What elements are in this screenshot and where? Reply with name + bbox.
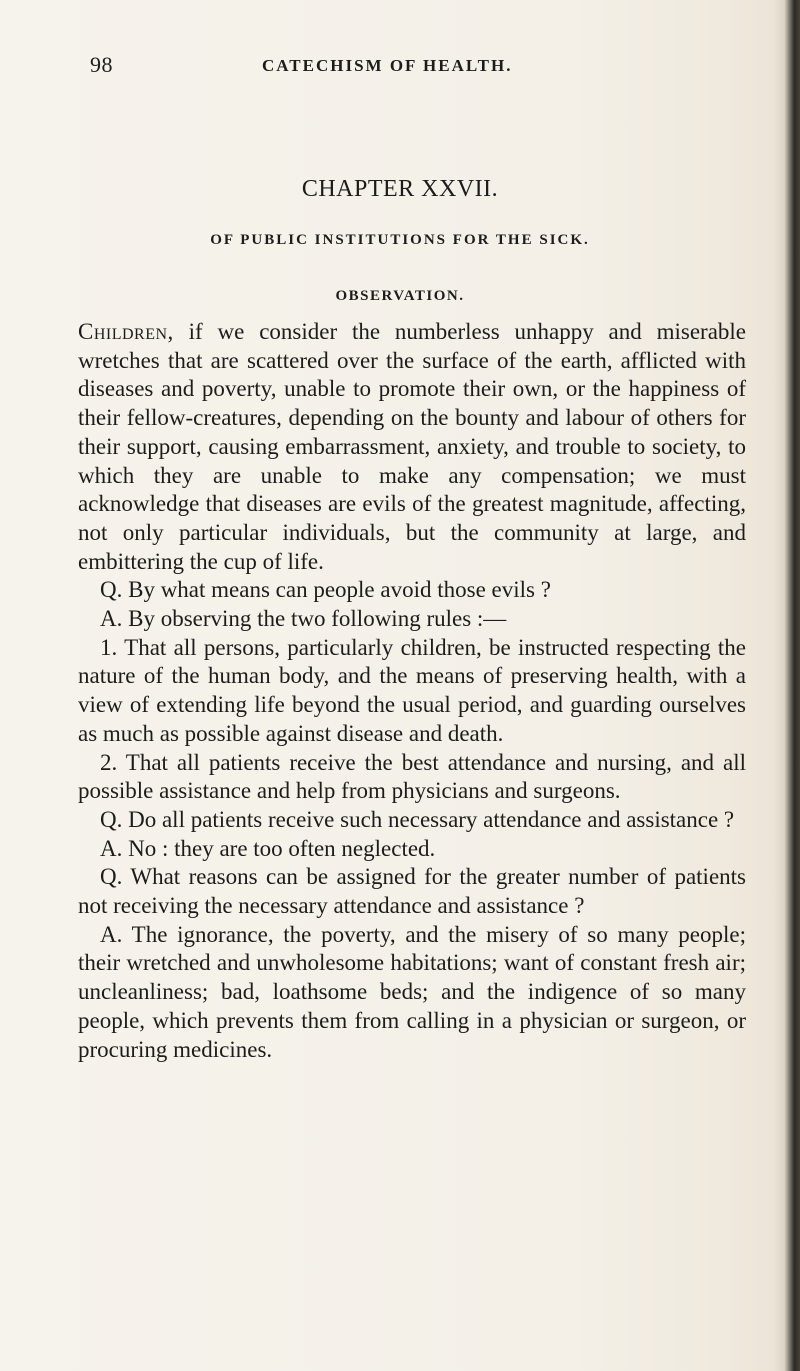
question-1: Q. By what means can people avoid those evils ? bbox=[100, 577, 551, 603]
observation-lead-word: Children, bbox=[78, 319, 174, 344]
question-3: Q. What reasons can be assigned for the greater number of patients not receiving the necessary attendance and assistance ? bbox=[78, 864, 746, 919]
body-text bbox=[78, 318, 746, 1064]
running-head: CATECHISM OF HEALTH. bbox=[262, 56, 513, 75]
rule-1: 1. That all persons, particularly children, be instructed respecting the nature of the human body, and the means of preserving health, with a view of extending life beyond the usual period, and guarding ourselves as much as possible against disease and death. bbox=[78, 634, 746, 746]
page-number: 98 bbox=[90, 52, 113, 77]
section-label: OBSERVATION. bbox=[335, 288, 465, 304]
answer-1: A. By observing the two following rules :— bbox=[100, 606, 507, 632]
answer-3: A. The ignorance, the poverty, and the misery of so many people; their wretched and unwholesome habitations; want of constant fresh air; uncleanliness; bad, loathsome beds; and the indigence of so many people, which prevents them from calling in a physician or surgeon, or procuring medicines. bbox=[78, 921, 746, 1062]
question-2: Q. Do all patients receive such necessary attendance and assistance ? bbox=[100, 806, 735, 832]
rule-2: 2. That all patients receive the best attendance and nursing, and all possible assistance and help from physicians and surgeons. bbox=[78, 749, 746, 804]
answer-2: A. No : they are too often neglected. bbox=[100, 835, 436, 861]
page-header bbox=[90, 52, 760, 82]
chapter-subtitle: OF PUBLIC INSTITUTIONS FOR THE SICK. bbox=[210, 232, 590, 248]
chapter-title: CHAPTER XXVII. bbox=[301, 176, 499, 202]
observation-text: if we consider the numberless unhappy and miserable wretches that are scattered over the surface of the earth, afflicted with diseases and poverty, unable to promote their own, or the happiness of their fellow-creatures, depending on the bounty and labour of others for their support, causing embarrassment, anxiety, and trouble to society, to which they are unable to make any compensation; we must acknowledge that diseases are evils of the greatest magnitude, affecting, not only particular individuals, but the community at large, and embittering the cup of life. bbox=[78, 319, 746, 574]
observation-paragraph bbox=[78, 318, 746, 576]
binding-edge bbox=[774, 0, 800, 1371]
